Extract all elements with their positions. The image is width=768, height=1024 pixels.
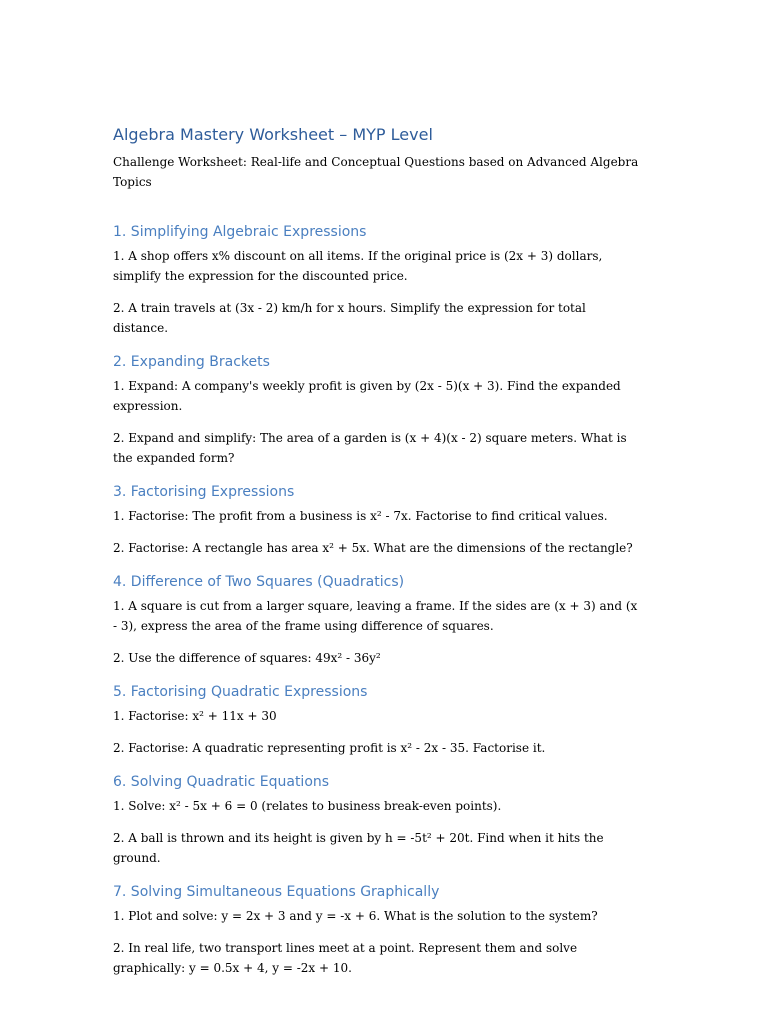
question-item: 2. In real life, two transport lines meet at a point. Represent them and solve graphically: y = 0.5x + 4, y = -2x + 10.: [113, 941, 578, 975]
section-heading: 6. Solving Quadratic Equations: [113, 774, 330, 790]
question-item: 2. A ball is thrown and its height is given by h = -5t² + 20t. Find when it hits the ground.: [113, 831, 604, 865]
section-heading: 3. Factorising Expressions: [113, 484, 295, 500]
question-item: 2. Use the difference of squares: 49x² - 36y²: [113, 651, 381, 665]
section-solving-quadratics: [113, 772, 643, 868]
question-item: 1. Factorise: The profit from a business is x² - 7x. Factorise to find critical values.: [113, 509, 608, 523]
section-simultaneous-equations: [113, 882, 643, 978]
question-item: 2. Expand and simplify: The area of a garden is (x + 4)(x - 2) square meters. What is the expanded form?: [113, 431, 627, 465]
section-difference-of-squares: [113, 572, 643, 668]
section-simplifying: [113, 222, 643, 338]
section-expanding: [113, 352, 643, 468]
worksheet-page: [113, 124, 643, 992]
question-item: 2. Factorise: A rectangle has area x² + 5x. What are the dimensions of the rectangle?: [113, 541, 633, 555]
section-heading: 7. Solving Simultaneous Equations Graphically: [113, 884, 440, 900]
question-item: 1. Solve: x² - 5x + 6 = 0 (relates to business break-even points).: [113, 799, 502, 813]
section-heading: 5. Factorising Quadratic Expressions: [113, 684, 368, 700]
question-item: 2. Factorise: A quadratic representing profit is x² - 2x - 35. Factorise it.: [113, 741, 546, 755]
section-factorising-quadratics: [113, 682, 643, 758]
section-heading: 1. Simplifying Algebraic Expressions: [113, 224, 367, 240]
document-title: Algebra Mastery Worksheet – MYP Level: [113, 125, 433, 144]
question-item: 1. A shop offers x% discount on all items. If the original price is (2x + 3) dollars, simplify the expression for the discounted price.: [113, 249, 603, 283]
question-item: 2. A train travels at (3x - 2) km/h for x hours. Simplify the expression for total distance.: [113, 301, 586, 335]
document-subtitle: Challenge Worksheet: Real-life and Conceptual Questions based on Advanced Algebra Topics: [113, 155, 639, 189]
section-factorising: [113, 482, 643, 558]
question-item: 1. Factorise: x² + 11x + 30: [113, 709, 277, 723]
question-item: 1. Plot and solve: y = 2x + 3 and y = -x + 6. What is the solution to the system?: [113, 909, 598, 923]
question-item: 1. Expand: A company's weekly profit is given by (2x - 5)(x + 3). Find the expanded expression.: [113, 379, 621, 413]
section-heading: 4. Difference of Two Squares (Quadratics): [113, 574, 405, 590]
question-item: 1. A square is cut from a larger square, leaving a frame. If the sides are (x + 3) and (x - 3), express the area of the frame using difference of squares.: [113, 599, 638, 633]
section-heading: 2. Expanding Brackets: [113, 354, 270, 370]
